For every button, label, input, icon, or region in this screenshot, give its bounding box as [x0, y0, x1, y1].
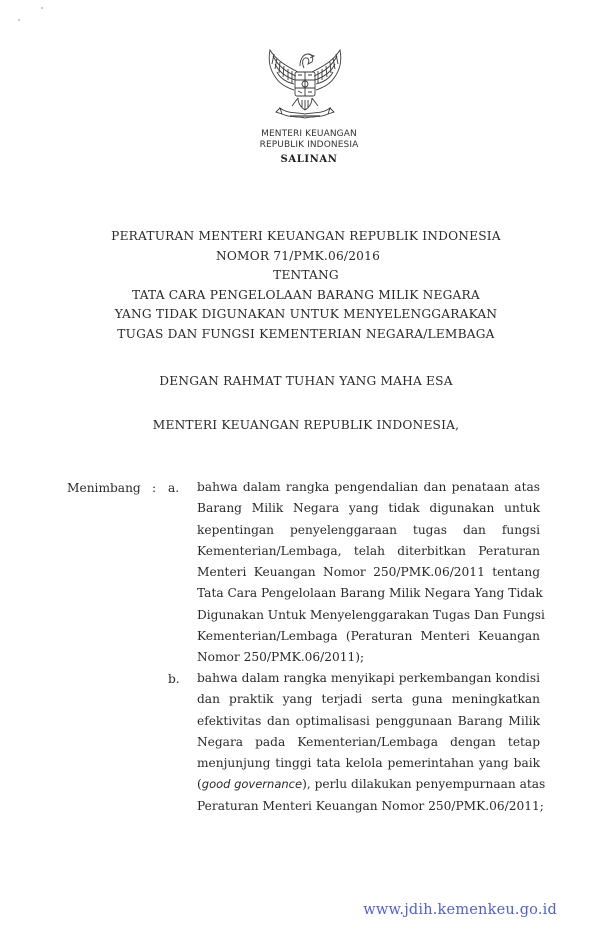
considerations-label: Menimbang: [67, 481, 141, 495]
text-line: Kementerian/Lembaga (Peraturan Menteri Keuangan: [197, 629, 540, 644]
ministry-name-line2: REPUBLIK INDONESIA: [259, 140, 359, 150]
title-line-subject-1: TATA CARA PENGELOLAAN BARANG MILIK NEGARA: [132, 287, 480, 302]
ministry-name-line1: MENTERI KEUANGAN: [261, 129, 357, 139]
text-line-good-governance: [197, 774, 546, 795]
consideration-a-text: [197, 477, 545, 669]
title-line-subject-3: TUGAS DAN FUNGSI KEMENTERIAN NEGARA/LEMBAGA: [117, 326, 495, 341]
text-line: dan praktik yang terjadi serta guna meningkatkan: [197, 692, 540, 707]
copy-label: SALINAN: [280, 154, 338, 165]
jdih-website-link[interactable]: www.jdih.kemenkeu.go.id: [363, 902, 557, 918]
text-line: Nomor 250/PMK.06/2011);: [197, 650, 365, 665]
text-line: Tata Cara Pengelolaan Barang Milik Negara Yang Tidak: [197, 586, 543, 601]
text-line: menjunjung tinggi tata kelola pemerintahan yang baik: [197, 756, 540, 771]
text-line: Kementerian/Lembaga, telah diterbitkan Peraturan: [197, 543, 540, 558]
scan-speck: [18, 19, 20, 21]
regulation-title: [0, 227, 612, 344]
italic-term: good governance: [201, 777, 303, 792]
text-line: bahwa dalam rangka pengendalian dan penataan atas: [197, 480, 540, 494]
title-line-regulation: PERATURAN MENTERI KEUANGAN REPUBLIK INDONESIA: [111, 229, 501, 243]
text-line: efektivitas dan optimalisasi penggunaan Barang Milik: [197, 713, 540, 728]
text-line: Digunakan Untuk Menyelenggarakan Tugas Dan Fungsi: [197, 607, 545, 622]
title-line-number: NOMOR 71/PMK.06/2016: [215, 248, 381, 263]
paren-open: (: [197, 777, 202, 792]
text-line: Peraturan Menteri Keuangan Nomor 250/PMK.06/2011;: [197, 798, 544, 813]
text-segment: ), perlu dilakukan penyempurnaan atas: [302, 777, 546, 792]
garuda-emblem-icon: [262, 42, 348, 126]
text-line: kepentingan penyelenggaraan tugas dan fungsi: [197, 522, 540, 537]
considerations-colon: :: [152, 481, 157, 495]
title-line-about: TENTANG: [273, 268, 339, 282]
title-line-subject-2: YANG TIDAK DIGUNAKAN UNTUK MENYELENGGARAKAN: [114, 307, 498, 321]
consideration-b-text: [197, 668, 546, 817]
text-line: Negara pada Kementerian/Lembaga dengan tetap: [197, 734, 540, 749]
scan-speck: [41, 7, 43, 9]
invocation: DENGAN RAHMAT TUHAN YANG MAHA ESA: [159, 374, 453, 388]
text-line: Barang Milik Negara yang tidak digunakan untuk: [197, 501, 540, 516]
consideration-b-letter: b.: [168, 672, 180, 686]
issuer: MENTERI KEUANGAN REPUBLIK INDONESIA,: [152, 418, 460, 432]
text-line: bahwa dalam rangka menyikapi perkembangan kondisi: [197, 671, 540, 685]
text-line: Menteri Keuangan Nomor 250/PMK.06/2011 tentang: [197, 565, 540, 580]
consideration-a-letter: a.: [168, 481, 180, 495]
